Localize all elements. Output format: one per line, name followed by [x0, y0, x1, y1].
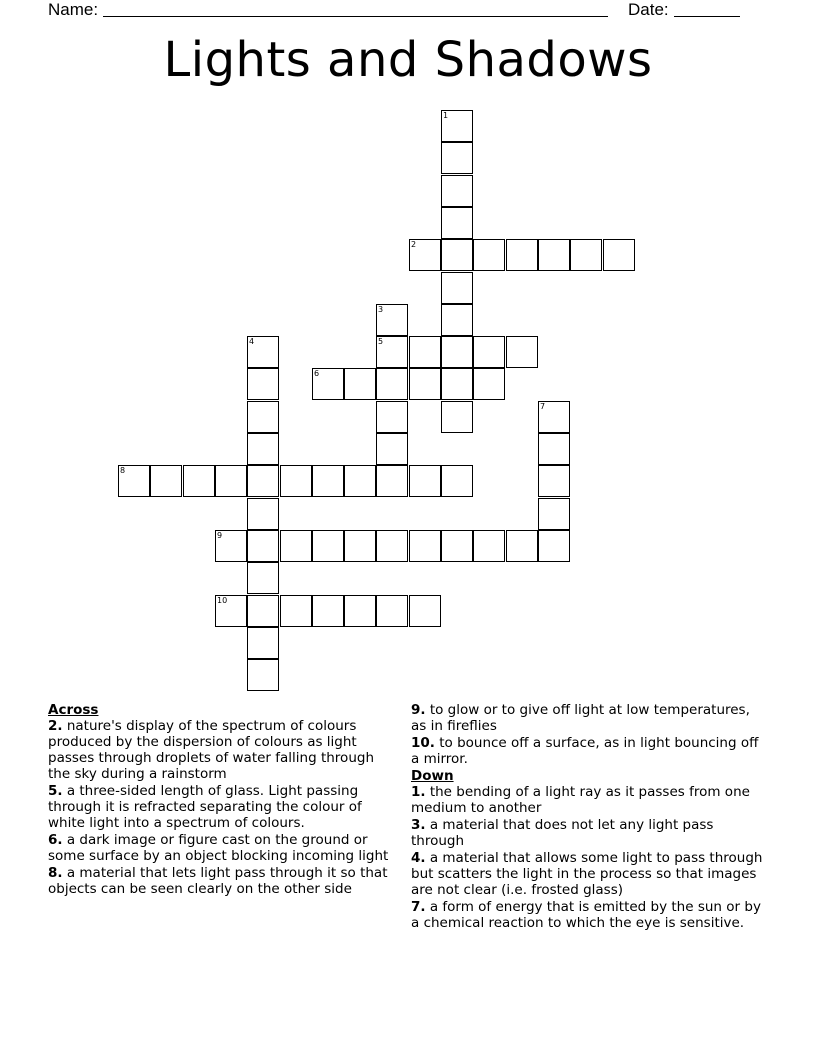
grid-cell[interactable]: [376, 433, 408, 465]
cell-number: 1: [443, 111, 449, 120]
grid-cell[interactable]: [538, 498, 570, 530]
grid-cell[interactable]: [118, 465, 150, 497]
across-clue: [48, 832, 400, 864]
down-clue: [411, 899, 763, 931]
clue-number: 1.: [411, 784, 426, 800]
cell-number: 3: [378, 305, 384, 314]
grid-cell[interactable]: [409, 595, 441, 627]
down-heading: Down: [411, 768, 454, 784]
clue-text: a form of energy that is emitted by the sun or by a chemical reaction to which the eye is sensitive.: [411, 899, 761, 931]
grid-cell[interactable]: [409, 465, 441, 497]
grid-cell[interactable]: [376, 368, 408, 400]
grid-cell[interactable]: [215, 465, 247, 497]
grid-cell[interactable]: [376, 530, 408, 562]
down-clue: [411, 817, 763, 849]
grid-cell[interactable]: [603, 239, 635, 271]
clue-number: 3.: [411, 817, 426, 833]
grid-cell[interactable]: [247, 433, 279, 465]
grid-cell[interactable]: [215, 595, 247, 627]
clue-number: 7.: [411, 899, 426, 915]
grid-cell[interactable]: [409, 530, 441, 562]
across-clues: [48, 702, 400, 898]
across-clue: [411, 702, 763, 734]
grid-cell[interactable]: [247, 659, 279, 691]
name-label: Name:: [48, 0, 99, 19]
grid-cell[interactable]: [441, 530, 473, 562]
grid-cell[interactable]: [312, 465, 344, 497]
grid-cell[interactable]: [280, 530, 312, 562]
clue-text: the bending of a light ray as it passes from one medium to another: [411, 784, 750, 816]
grid-cell[interactable]: [247, 336, 279, 368]
across-clue: [48, 783, 400, 831]
clue-text: to bounce off a surface, as in light bouncing off a mirror.: [411, 735, 759, 767]
grid-cell[interactable]: [247, 401, 279, 433]
grid-cell[interactable]: [538, 530, 570, 562]
grid-cell[interactable]: [473, 336, 505, 368]
grid-cell[interactable]: [183, 465, 215, 497]
grid-cell[interactable]: [312, 595, 344, 627]
clue-text: a dark image or figure cast on the ground or some surface by an object blocking incoming light: [48, 832, 389, 864]
grid-cell[interactable]: [441, 272, 473, 304]
clue-number: 8.: [48, 865, 63, 881]
grid-cell[interactable]: [506, 336, 538, 368]
grid-cell[interactable]: [441, 304, 473, 336]
clue-text: a material that does not let any light pass through: [411, 817, 714, 849]
clue-number: 6.: [48, 832, 63, 848]
down-clue: [411, 784, 763, 816]
grid-cell[interactable]: [247, 498, 279, 530]
grid-cell[interactable]: [538, 401, 570, 433]
date-label: Date:: [628, 0, 669, 19]
cell-number: 9: [217, 531, 223, 540]
grid-cell[interactable]: [247, 368, 279, 400]
grid-cell[interactable]: [441, 142, 473, 174]
grid-cell[interactable]: [247, 562, 279, 594]
cell-number: 4: [249, 337, 255, 346]
cell-number: 10: [217, 596, 228, 605]
grid-cell[interactable]: [312, 530, 344, 562]
grid-cell[interactable]: [150, 465, 182, 497]
grid-cell[interactable]: [441, 401, 473, 433]
across-clue: [48, 865, 400, 897]
clue-text: to glow or to give off light at low temperatures, as in fireflies: [411, 702, 750, 734]
clue-text: nature's display of the spectrum of colours produced by the dispersion of colours as light passes through droplets of water falling through the sky during a rainstorm: [48, 718, 374, 782]
grid-cell[interactable]: [215, 530, 247, 562]
clue-number: 10.: [411, 735, 435, 751]
grid-cell[interactable]: [376, 304, 408, 336]
grid-cell[interactable]: [441, 368, 473, 400]
clue-number: 2.: [48, 718, 63, 734]
grid-cell[interactable]: [280, 595, 312, 627]
cell-number: 5: [378, 337, 384, 346]
clue-number: 9.: [411, 702, 426, 718]
grid-cell[interactable]: [247, 595, 279, 627]
grid-cell[interactable]: [344, 368, 376, 400]
grid-cell[interactable]: [247, 465, 279, 497]
name-blank-line[interactable]: [103, 16, 608, 17]
grid-cell[interactable]: [409, 239, 441, 271]
grid-cell[interactable]: [376, 595, 408, 627]
grid-cell[interactable]: [409, 336, 441, 368]
header: [48, 0, 740, 20]
clue-text: a three-sided length of glass. Light passing through it is refracted separating the colour of white light into a spectrum of colours.: [48, 783, 362, 831]
grid-cell[interactable]: [247, 530, 279, 562]
across-clue: [411, 735, 763, 767]
grid-cell[interactable]: [312, 368, 344, 400]
grid-cell[interactable]: [376, 336, 408, 368]
grid-cell[interactable]: [409, 368, 441, 400]
grid-cell[interactable]: [441, 465, 473, 497]
grid-cell[interactable]: [570, 239, 602, 271]
grid-cell[interactable]: [441, 239, 473, 271]
right-clue-column: [411, 702, 763, 932]
page-title: Lights and Shadows: [163, 32, 653, 88]
grid-cell[interactable]: [538, 465, 570, 497]
down-clue: [411, 850, 763, 898]
grid-cell[interactable]: [344, 530, 376, 562]
grid-cell[interactable]: [473, 368, 505, 400]
grid-cell[interactable]: [473, 530, 505, 562]
cell-number: 7: [540, 402, 546, 411]
grid-cell[interactable]: [280, 465, 312, 497]
grid-cell[interactable]: [441, 207, 473, 239]
grid-cell[interactable]: [344, 595, 376, 627]
grid-cell[interactable]: [376, 401, 408, 433]
cell-number: 6: [314, 369, 320, 378]
cell-number: 8: [120, 466, 126, 475]
across-clue: [48, 718, 400, 782]
grid-cell[interactable]: [506, 239, 538, 271]
date-blank-line[interactable]: [674, 16, 740, 17]
grid-cell[interactable]: [376, 465, 408, 497]
grid-cell[interactable]: [344, 465, 376, 497]
grid-cell[interactable]: [441, 110, 473, 142]
clue-text: a material that lets light pass through it so that objects can be seen clearly on the other side: [48, 865, 388, 897]
grid-cell[interactable]: [247, 627, 279, 659]
cell-number: 2: [411, 240, 417, 249]
grid-cell[interactable]: [441, 175, 473, 207]
clue-text: a material that allows some light to pass through but scatters the light in the process so that images are not clear (i.e. frosted glass): [411, 850, 763, 898]
clue-number: 4.: [411, 850, 426, 866]
grid-cell[interactable]: [441, 336, 473, 368]
across-heading: Across: [48, 702, 99, 718]
grid-cell[interactable]: [506, 530, 538, 562]
grid-cell[interactable]: [538, 433, 570, 465]
grid-cell[interactable]: [538, 239, 570, 271]
grid-cell[interactable]: [473, 239, 505, 271]
clue-number: 5.: [48, 783, 63, 799]
